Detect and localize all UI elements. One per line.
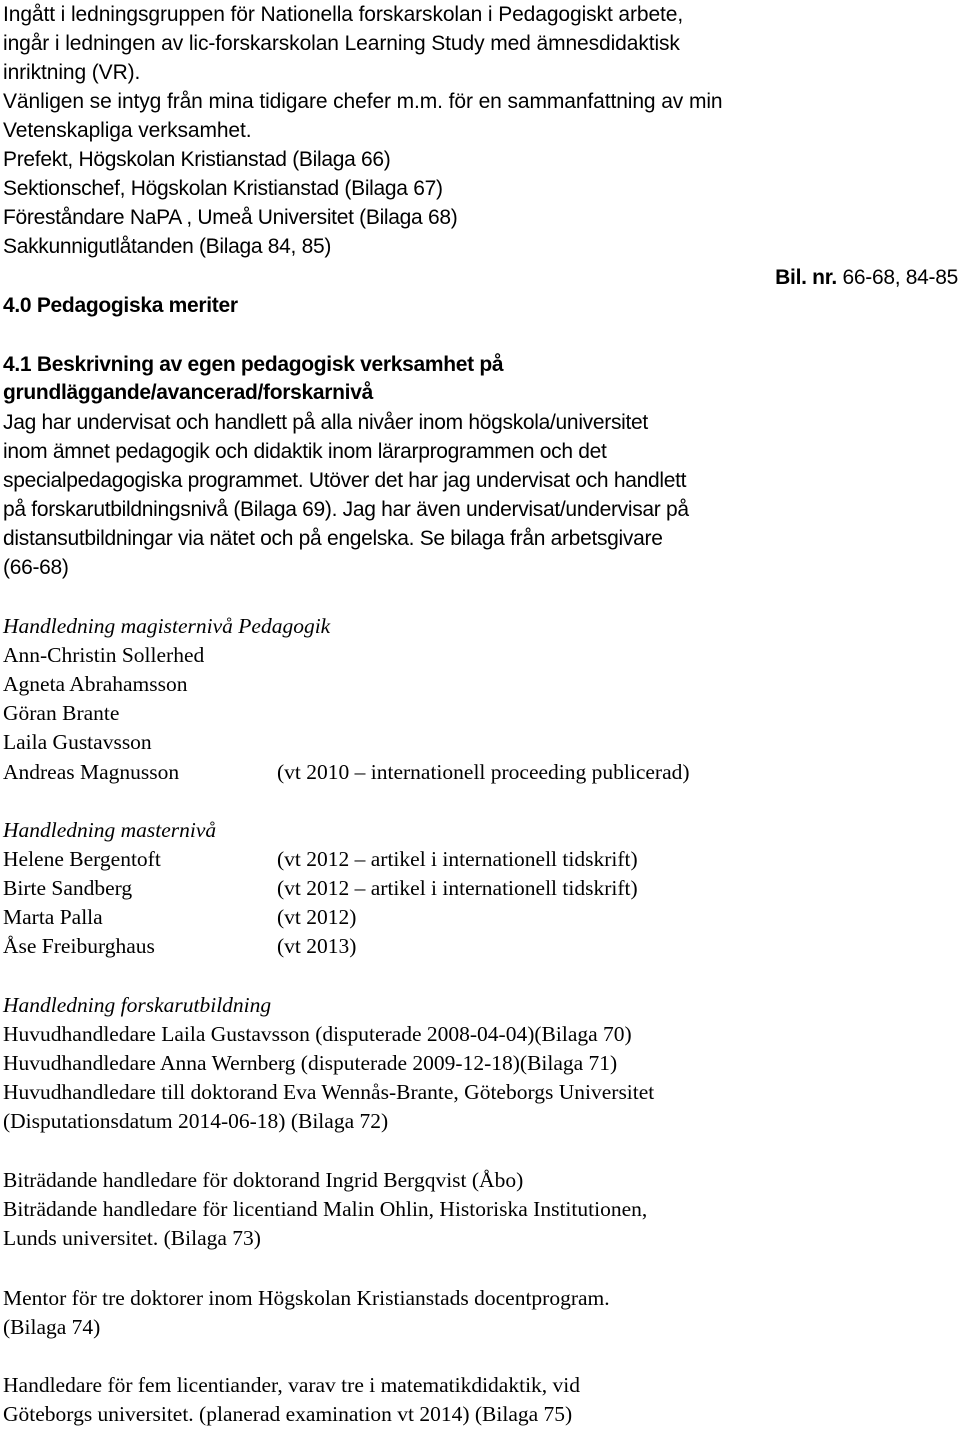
student-note: (vt 2012) (277, 905, 357, 929)
body-line: inom ämnet pedagogik och didaktik inom lärarprogrammen och det (3, 440, 607, 463)
student-row (3, 728, 152, 757)
subsection-heading: grundläggande/avancerad/forskarnivå (3, 381, 373, 404)
body-line: Jag har undervisat och handlett på alla nivåer inom högskola/universitet (3, 411, 648, 434)
doctoral-heading: Handledning forskarutbildning (3, 993, 272, 1017)
student-note: (vt 2013) (277, 934, 357, 958)
paragraph-line: inriktning (VR). (3, 61, 141, 84)
student-note: (vt 2010 – internationell proceeding publicerad) (277, 760, 690, 784)
paragraph-line: Vetenskapliga verksamhet. (3, 119, 252, 142)
student-row (3, 845, 958, 874)
student-row (3, 670, 188, 699)
student-name: Laila Gustavsson (3, 730, 152, 754)
doctoral-line: Huvudhandledare Anna Wernberg (disputerade 2009-12-18)(Bilaga 71) (3, 1051, 618, 1075)
student-row (3, 699, 119, 728)
student-name: Göran Brante (3, 701, 120, 725)
assistant-line: Lunds universitet. (Bilaga 73) (3, 1226, 261, 1250)
body-line: på forskarutbildningsnivå (Bilaga 69). Jag har även undervisat/undervisar på (3, 498, 689, 521)
student-name: Åse Freiburghaus (3, 934, 155, 958)
body-line: specialpedagogiska programmet. Utöver det har jag undervisat och handlett (3, 469, 687, 492)
mentor-line: Mentor för tre doktorer inom Högskolan Kristianstads docentprogram. (3, 1286, 610, 1310)
magister-heading: Handledning magisternivå Pedagogik (3, 614, 331, 638)
mentor-line: (Bilaga 74) (3, 1315, 101, 1339)
student-row (3, 641, 204, 670)
student-note: (vt 2012 – artikel i internationell tidskrift) (277, 847, 638, 871)
licentiate-line: Göteborgs universitet. (planerad examination vt 2014) (Bilaga 75) (3, 1402, 573, 1426)
reference-line: Föreståndare NaPA , Umeå Universitet (Bilaga 68) (3, 206, 458, 229)
body-line: (66-68) (3, 556, 69, 579)
student-row (3, 758, 958, 787)
student-row (3, 874, 958, 903)
reference-line: Sektionschef, Högskolan Kristianstad (Bilaga 67) (3, 177, 443, 200)
attachment-number-value: 66-68, 84-85 (842, 266, 958, 289)
licentiate-line: Handledare för fem licentiander, varav tre i matematikdidaktik, vid (3, 1373, 581, 1397)
student-note: (vt 2012 – artikel i internationell tidskrift) (277, 876, 638, 900)
student-name: Agneta Abrahamsson (3, 672, 188, 696)
paragraph-line: Ingått i ledningsgruppen för Nationella forskarskolan i Pedagogiskt arbete, (3, 3, 684, 26)
paragraph-line: Vänligen se intyg från mina tidigare chefer m.m. för en sammanfattning av min (3, 90, 723, 113)
reference-line: Sakkunnigutlåtanden (Bilaga 84, 85) (3, 235, 332, 258)
assistant-line: Biträdande handledare för doktorand Ingrid Bergqvist (Åbo) (3, 1168, 524, 1192)
student-name: Ann-Christin Sollerhed (3, 643, 205, 667)
assistant-line: Biträdande handledare för licentiand Malin Ohlin, Historiska Institutionen, (3, 1197, 648, 1221)
paragraph-line: ingår i ledningen av lic-forskarskolan Learning Study med ämnesdidaktisk (3, 32, 680, 55)
reference-line: Prefekt, Högskolan Kristianstad (Bilaga 66) (3, 148, 391, 171)
student-row (3, 932, 958, 961)
body-line: distansutbildningar via nätet och på engelska. Se bilaga från arbetsgivare (3, 527, 663, 550)
subsection-heading: 4.1 Beskrivning av egen pedagogisk verksamhet på (3, 353, 504, 376)
student-row (3, 903, 958, 932)
student-name: Helene Bergentoft (3, 847, 161, 871)
student-name: Andreas Magnusson (3, 760, 180, 784)
master-heading: Handledning masternivå (3, 818, 217, 842)
student-name: Marta Palla (3, 905, 103, 929)
attachment-number-label: Bil. nr. (775, 266, 837, 289)
attachment-number (775, 263, 958, 292)
section-heading: 4.0 Pedagogiska meriter (3, 294, 238, 317)
student-name: Birte Sandberg (3, 876, 133, 900)
doctoral-line: Huvudhandledare Laila Gustavsson (disputerade 2008-04-04)(Bilaga 70) (3, 1022, 632, 1046)
doctoral-line: Huvudhandledare till doktorand Eva Wennås-Brante, Göteborgs Universitet (3, 1080, 655, 1104)
doctoral-line: (Disputationsdatum 2014-06-18) (Bilaga 72) (3, 1109, 389, 1133)
